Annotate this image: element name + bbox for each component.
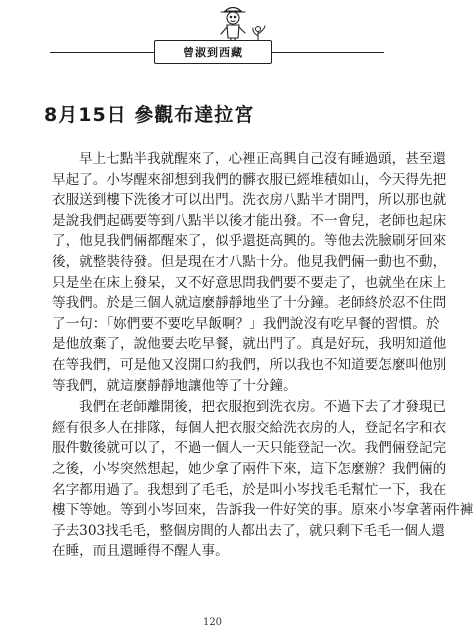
header-title: 曾淑到西藏: [154, 40, 272, 64]
paragraph-1: [52, 149, 447, 396]
text-line: 經有很多人在排隊，每個人把衣服交給洗衣房的人，登記名字和衣: [52, 419, 447, 436]
text-line: 樓下等她。等到小岑回來，告訴我一件好笑的事。原來小岑拿著兩件褲: [52, 502, 473, 519]
paragraph-2: [52, 397, 473, 562]
text-line: 在睡，而且還睡得不醒人事。: [52, 543, 229, 560]
page-number: 120: [202, 617, 223, 628]
text-line: 是說我們起碼要等到八點半以後才能出發。不一會兒，老師也起床: [52, 212, 447, 229]
text-line: 早起了。小岑醒來卻想到我們的髒衣服已經堆積如山，今天得先把: [52, 171, 447, 188]
text-line: 子去303找毛毛，整個房間的人都出去了，就只剩下毛毛一個人還: [52, 522, 445, 539]
text-line: 等我們，就這麼靜靜地讓他等了十分鐘。: [52, 377, 297, 394]
text-line: 是他放棄了，說他要去吃早餐，就出門了。真是好玩，我明知道他: [52, 336, 447, 353]
body-text: [52, 149, 473, 562]
text-line: 早上七點半我就醒來了，心裡正高興自己沒有睡過頭，甚至還: [79, 151, 447, 167]
text-line: 了一句：「妳們要不要吃早飯啊？」我們說沒有吃早餐的習慣。於: [52, 315, 440, 332]
chapter-title: 8月15日 參觀布達拉宮: [44, 104, 255, 126]
text-line: 服件數後就可以了，不過一個人一天只能登記一次。我們倆登記完: [52, 440, 447, 457]
text-line: 了，他見我們倆都醒來了，似乎還挺高興的。等他去洗臉刷牙回來: [52, 233, 447, 250]
text-line: 後，就整裝待發。但是現在才八點十分。他見我們倆一動也不動，: [52, 253, 447, 270]
text-line: 在等我們，可是他又沒開口約我們，所以我也不知道要怎麼叫他別: [52, 356, 447, 373]
text-line: 我們在老師離開後，把衣服抱到洗衣房。不過下去了才發現已: [79, 399, 447, 416]
text-line: 之後，小岑突然想起，她少拿了兩件下來，這下怎麼辦？我們倆的: [52, 460, 447, 477]
text-line: 名字都用過了。我想到了毛毛，於是叫小岑找毛毛幫忙一下，我在: [52, 481, 447, 498]
text-line: 等我們。於是三個人就這麼靜靜地坐了十分鐘。老師終於忍不住問: [52, 295, 447, 312]
text-line: 衣服送到樓下洗後才可以出門。洗衣房八點半才開門，所以那也就: [52, 192, 447, 209]
text-line: 只是坐在床上發呆，又不好意思問我們要不要走了，也就坐在床上: [52, 274, 447, 291]
